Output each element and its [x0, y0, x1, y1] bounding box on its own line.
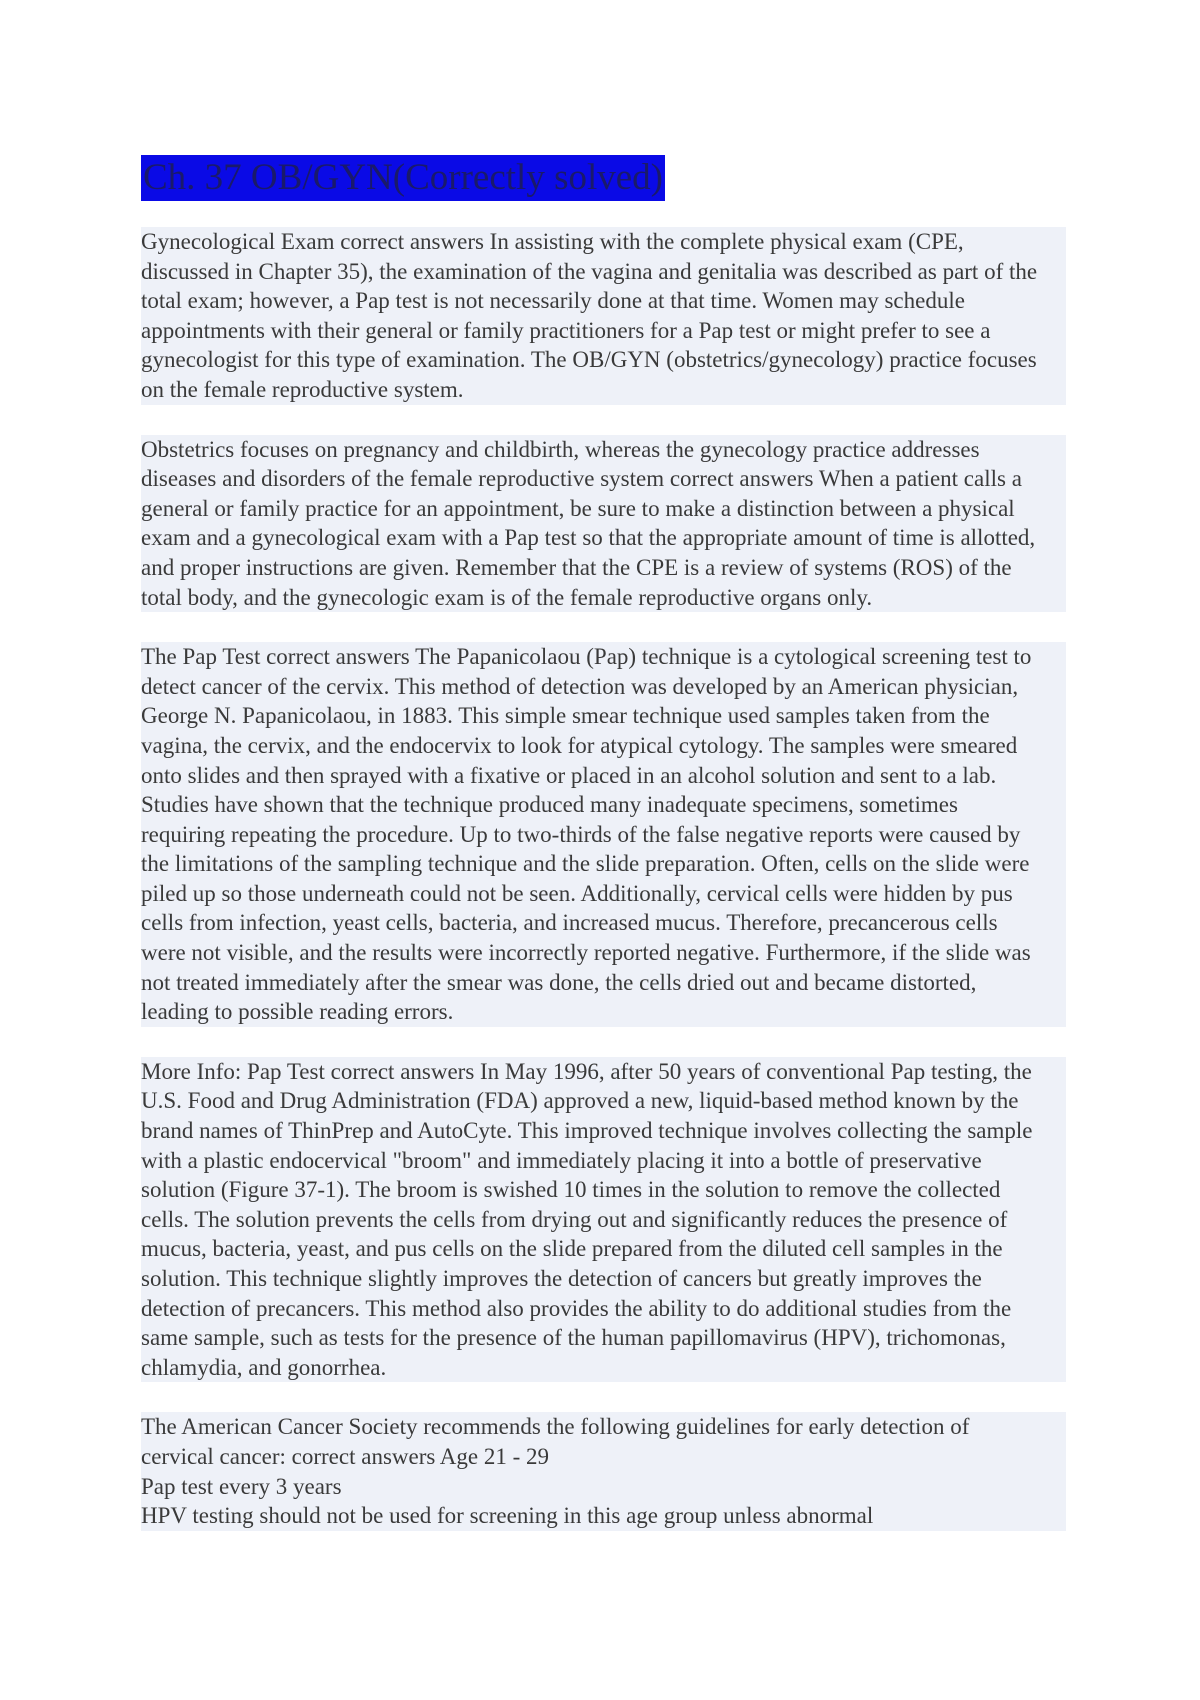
text-line: requiring repeating the procedure. Up to two-thirds of the false negative reports were caused by	[141, 820, 1066, 850]
text-line: not treated immediately after the smear was done, the cells dried out and became distorted,	[141, 968, 1066, 998]
text-line: detection of precancers. This method also provides the ability to do additional studies from the	[141, 1294, 1066, 1324]
text-line: total body, and the gynecologic exam is of the female reproductive organs only.	[141, 583, 1066, 613]
text-line: mucus, bacteria, yeast, and pus cells on the slide prepared from the diluted cell samples in the	[141, 1234, 1066, 1264]
text-line: vagina, the cervix, and the endocervix to look for atypical cytology. The samples were smeared	[141, 731, 1066, 761]
text-line: on the female reproductive system.	[141, 375, 1066, 405]
text-line: Obstetrics focuses on pregnancy and childbirth, whereas the gynecology practice addresses	[141, 435, 1066, 465]
paragraph	[141, 1412, 1066, 1530]
text-line: HPV testing should not be used for screening in this age group unless abnormal	[141, 1501, 1066, 1531]
document-body	[141, 227, 1066, 1531]
text-line: exam and a gynecological exam with a Pap test so that the appropriate amount of time is allotted,	[141, 523, 1066, 553]
text-line: same sample, such as tests for the presence of the human papillomavirus (HPV), trichomonas,	[141, 1323, 1066, 1353]
text-line: leading to possible reading errors.	[141, 997, 1066, 1027]
text-line: solution (Figure 37-1). The broom is swished 10 times in the solution to remove the collected	[141, 1175, 1066, 1205]
paragraph	[141, 1057, 1066, 1383]
text-line: Pap test every 3 years	[141, 1472, 1066, 1502]
text-line: with a plastic endocervical "broom" and immediately placing it into a bottle of preservative	[141, 1146, 1066, 1176]
text-line: total exam; however, a Pap test is not necessarily done at that time. Women may schedule	[141, 286, 1066, 316]
text-line: onto slides and then sprayed with a fixative or placed in an alcohol solution and sent to a lab.	[141, 761, 1066, 791]
text-line: The Pap Test correct answers The Papanicolaou (Pap) technique is a cytological screening test to	[141, 642, 1066, 672]
paragraph	[141, 227, 1066, 405]
text-line: the limitations of the sampling technique and the slide preparation. Often, cells on the slide were	[141, 849, 1066, 879]
text-line: U.S. Food and Drug Administration (FDA) approved a new, liquid-based method known by the	[141, 1086, 1066, 1116]
text-line: chlamydia, and gonorrhea.	[141, 1353, 1066, 1383]
text-line: detect cancer of the cervix. This method of detection was developed by an American physician,	[141, 672, 1066, 702]
text-line: cells from infection, yeast cells, bacteria, and increased mucus. Therefore, precancerous cells	[141, 908, 1066, 938]
text-line: The American Cancer Society recommends the following guidelines for early detection of	[141, 1412, 1066, 1442]
text-line: More Info: Pap Test correct answers In May 1996, after 50 years of conventional Pap testing, the	[141, 1057, 1066, 1087]
document-page	[141, 155, 1066, 1561]
text-line: piled up so those underneath could not be seen. Additionally, cervical cells were hidden by pus	[141, 879, 1066, 909]
text-line: were not visible, and the results were incorrectly reported negative. Furthermore, if the slide was	[141, 938, 1066, 968]
text-line: brand names of ThinPrep and AutoCyte. This improved technique involves collecting the sample	[141, 1116, 1066, 1146]
text-line: Studies have shown that the technique produced many inadequate specimens, sometimes	[141, 790, 1066, 820]
text-line: George N. Papanicolaou, in 1883. This simple smear technique used samples taken from the	[141, 701, 1066, 731]
text-line: general or family practice for an appointment, be sure to make a distinction between a physical	[141, 494, 1066, 524]
text-line: cervical cancer: correct answers Age 21 - 29	[141, 1442, 1066, 1472]
text-line: appointments with their general or family practitioners for a Pap test or might prefer to see a	[141, 316, 1066, 346]
text-line: discussed in Chapter 35), the examination of the vagina and genitalia was described as part of the	[141, 257, 1066, 287]
text-line: gynecologist for this type of examination. The OB/GYN (obstetrics/gynecology) practice focuses	[141, 345, 1066, 375]
paragraph	[141, 435, 1066, 613]
text-line: solution. This technique slightly improves the detection of cancers but greatly improves the	[141, 1264, 1066, 1294]
text-line: cells. The solution prevents the cells from drying out and significantly reduces the presence of	[141, 1205, 1066, 1235]
text-line: Gynecological Exam correct answers In assisting with the complete physical exam (CPE,	[141, 227, 1066, 257]
document-title: Ch. 37 OB/GYN(Correctly solved)	[141, 155, 665, 201]
text-line: and proper instructions are given. Remember that the CPE is a review of systems (ROS) of the	[141, 553, 1066, 583]
text-line: diseases and disorders of the female reproductive system correct answers When a patient calls a	[141, 464, 1066, 494]
paragraph	[141, 642, 1066, 1027]
